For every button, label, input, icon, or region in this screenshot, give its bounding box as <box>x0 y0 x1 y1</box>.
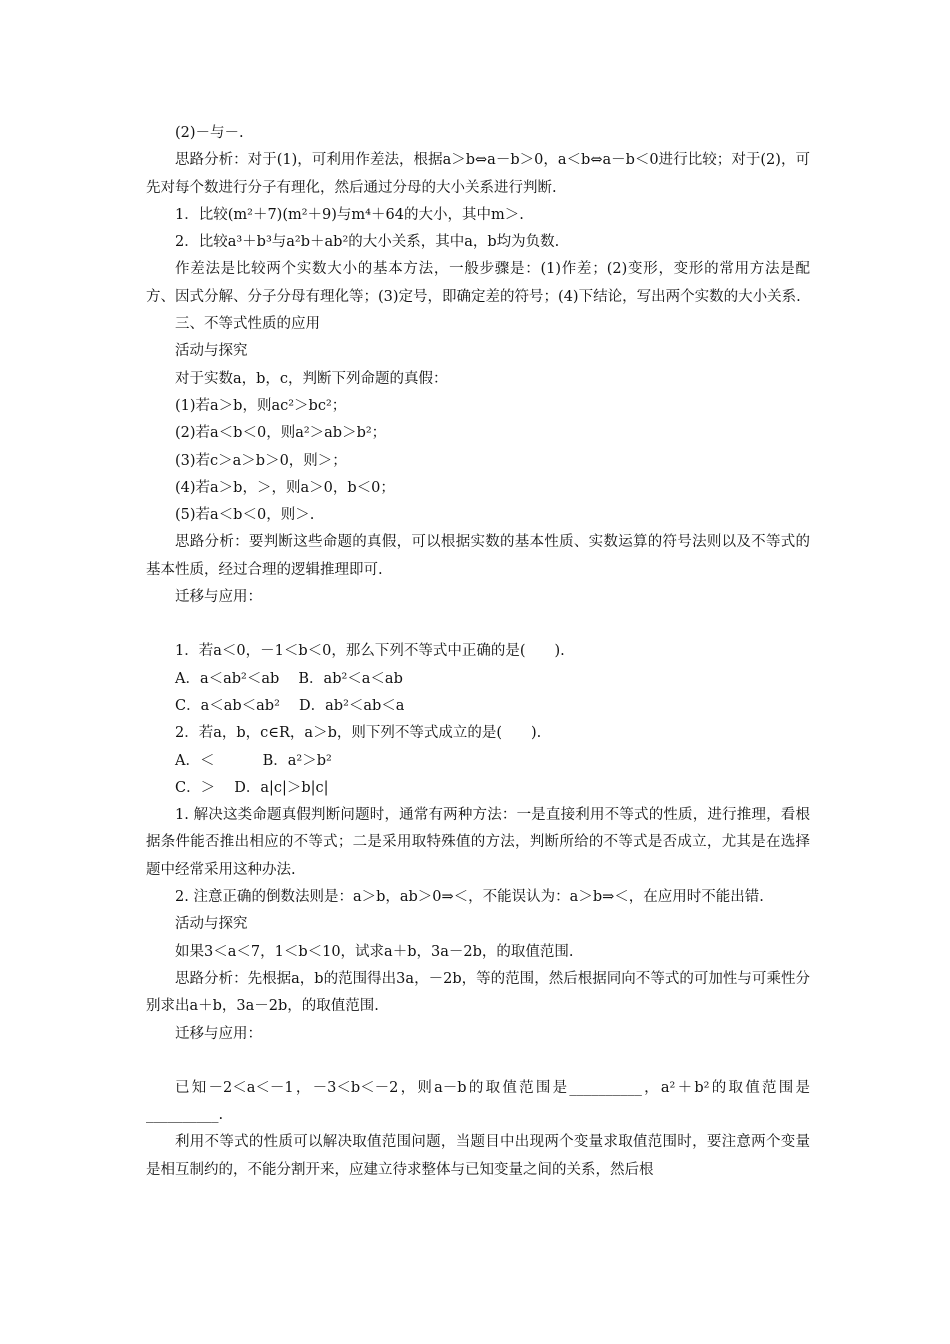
exercise-item: 1．比较(m²＋7)(m²＋9)与m⁴＋64的大小，其中m＞. <box>175 206 524 223</box>
summary-paragraph: 2. 注意正确的倒数法则是：a＞b，ab＞0⇒＜，不能误认为：a＞b⇒＜，在应用时不能出错. <box>175 889 764 906</box>
exercise-item: 1．若a＜0，－1＜b＜0，那么下列不等式中正确的是( ). <box>175 643 565 660</box>
proposition-item: (4)若a＞b，＞，则a＞0，b＜0； <box>175 479 395 496</box>
section-heading: 三、不等式性质的应用 <box>175 316 320 333</box>
problem-statement: 对于实数a，b，c，判断下列命题的真假： <box>175 370 448 387</box>
exercise-item: 2．比较a³＋b³与a²b＋ab²的大小关系，其中a，b均为负数. <box>175 234 560 251</box>
proposition-item: (1)若a＞b，则ac²＞bc²； <box>175 397 347 414</box>
text-line: (2)－与－. <box>175 125 244 141</box>
blank-line <box>146 1048 810 1075</box>
choice-options: A．a＜ab²＜ab B．ab²＜a＜ab <box>175 670 403 687</box>
analysis-paragraph: 思路分析：要判断这些命题的真假，可以根据实数的基本性质、实数运算的符号法则以及不等式的基本性质，经过合理的逻辑推理即可. <box>146 534 810 578</box>
summary-paragraph: 利用不等式的性质可以解决取值范围问题，当题目中出现两个变量求取值范围时，要注意两个变量是相互制约的，不能分割开来，应建立待求整体与已知变量之间的关系，然后根 <box>146 1134 810 1178</box>
proposition-item: (3)若c＞a＞b＞0，则＞； <box>175 452 347 469</box>
analysis-paragraph: 思路分析：先根据a，b的范围得出3a，－2b，等的范围，然后根据同向不等式的可加性与可乘性分别求出a＋b，3a－2b，的取值范围. <box>146 970 810 1015</box>
proposition-item: (2)若a＜b＜0，则a²＞ab＞b²； <box>175 425 387 442</box>
summary-paragraph: 作差法是比较两个实数大小的基本方法，一般步骤是：(1)作差；(2)变形，变形的常用方法是配方、因式分解、分子分母有理化等；(3)定号，即确定差的符号；(4)下结论，写出两个实数的大小关系. <box>146 261 810 305</box>
document-page <box>146 120 810 1184</box>
exercise-item: 已知－2＜a＜－1，－3＜b＜－2，则a－b的取值范围是__________，a²＋b²的取值范围是__________. <box>146 1079 810 1124</box>
problem-statement: 如果3＜a＜7，1＜b＜10，试求a＋b，3a－2b，的取值范围. <box>175 943 574 960</box>
summary-paragraph: 1. 解决这类命题真假判断问题时，通常有两种方法：一是直接利用不等式的性质，进行推理，看根据条件能否推出相应的不等式；二是采用取特殊值的方法，判断所给的不等式是否成立，尤其是在选择题中经常采用这种办法. <box>146 807 810 878</box>
proposition-item: (5)若a＜b＜0，则＞. <box>175 507 315 524</box>
choice-options: C．＞ D．a|c|＞b|c| <box>175 779 329 796</box>
subsection-heading: 活动与探究 <box>175 916 248 933</box>
subsection-heading: 迁移与应用： <box>175 589 262 606</box>
blank-line <box>146 611 810 638</box>
choice-options: A．＜ B．a²＞b² <box>175 752 332 769</box>
choice-options: C．a＜ab＜ab² D．ab²＜ab＜a <box>175 697 405 714</box>
analysis-paragraph: 思路分析：对于(1)，可利用作差法，根据a＞b⇔a－b＞0，a＜b⇔a－b＜0进行比较；对于(2)，可先对每个数进行分子有理化，然后通过分母的大小关系进行判断. <box>146 152 810 196</box>
exercise-item: 2．若a，b，c∈R，a＞b，则下列不等式成立的是( ). <box>175 725 542 742</box>
subsection-heading: 活动与探究 <box>175 343 248 360</box>
subsection-heading: 迁移与应用： <box>175 1025 262 1042</box>
